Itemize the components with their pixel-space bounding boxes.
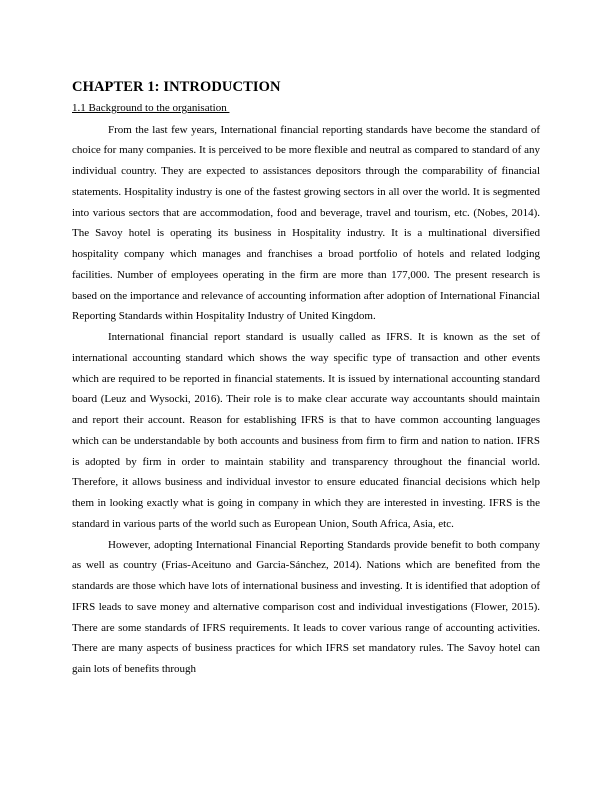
chapter-heading: CHAPTER 1: INTRODUCTION [72, 79, 281, 95]
body-text [72, 120, 540, 680]
paragraph-3: However, adopting International Financial Reporting Standards provide benefit to both company as well as country (Frias-Aceituno and Garcia-Sánchez, 2014). Nations which are benefited from the standards are those which have lots of international business and investing. It is identified that adoption of IFRS leads to save money and alternative comparison cost and individual investigations (Flower, 2015). There are some standards of IFRS requirements. It leads to cover various range of accounting activities. There are many aspects of business practices for which IFRS set mandatory rules. The Savoy hotel can gain lots of benefits through [72, 538, 540, 675]
paragraph-2: International financial report standard is usually called as IFRS. It is known as the set of international accounting standard which shows the way specific type of transaction and other events which are required to be reported in financial statements. It is issued by international accounting standard board (Leuz and Wysocki, 2016). Their role is to make clear accurate way accountants should maintain and report their account. Reason for establishing IFRS is that to have common accounting languages which can be understandable by both accounts and business from firm to firm and nation to nation. IFRS is adopted by firm in order to maintain stability and transparency throughout the financial world. Therefore, it allows business and individual investor to ensure educated financial decisions which help them in looking exactly what is going in company in which they are interested in investing. IFRS is the standard in various parts of the world such as European Union, South Africa, Asia, etc. [72, 331, 540, 530]
section-heading: 1.1 Background to the organisation [72, 102, 230, 114]
paragraph-1: From the last few years, International financial reporting standards have become the standard of choice for many companies. It is perceived to be more flexible and neutral as compared to standard of any individual country. They are expected to assistances depositors through the comparability of financial statements. Hospitality industry is one of the fastest growing sectors in all over the world. It is segmented into various sectors that are accommodation, food and beverage, travel and tourism, etc. (Nobes, 2014). The Savoy hotel is operating its business in Hospitality industry. It is a multinational diversified hospitality company which manages and franchises a broad portfolio of hotels and related lodging facilities. Number of employees operating in the firm are more than 177,000. The present research is based on the importance and relevance of accounting information after adoption of International Financial Reporting Standards within Hospitality Industry of United Kingdom. [72, 123, 540, 323]
